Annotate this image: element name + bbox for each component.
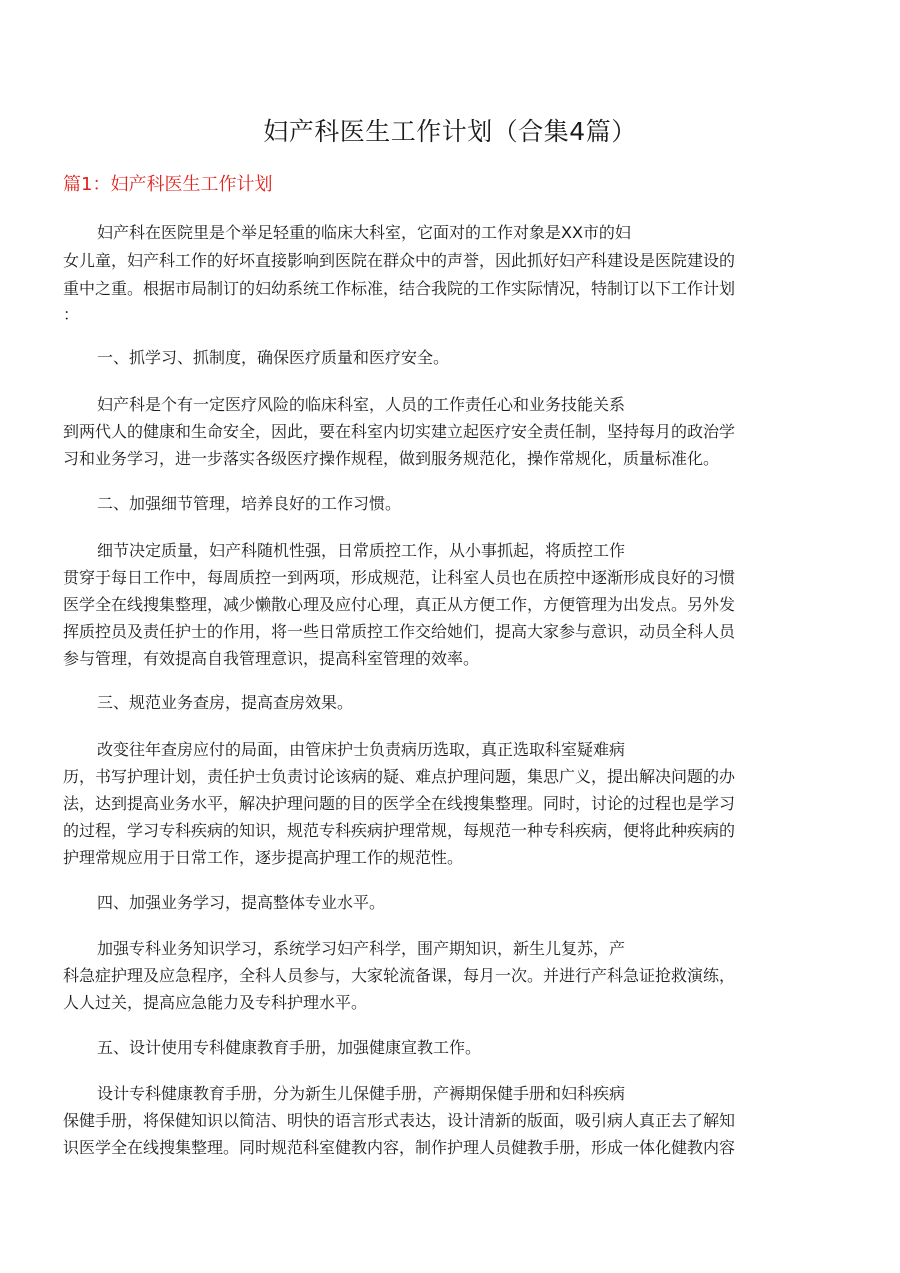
section-heading: 篇1：妇产科医生工作计划 xyxy=(63,174,273,195)
paragraph-line: 的过程，学习专科疾病的知识，规范专科疾病护理常规，每规范一种专科疾病，便将此种疾病的 xyxy=(63,821,736,840)
paragraph-line: 挥质控员及责任护士的作用，将一些日常质控工作交给她们，提高大家参与意识，动员全科人员 xyxy=(63,622,736,641)
paragraph-line: 加强专科业务知识学习，系统学习妇产科学，围产期知识，新生儿复苏，产 xyxy=(97,939,626,958)
paragraph-line: 重中之重。根据市局制订的妇幼系统工作标准，结合我院的工作实际情况，特制订以下工作计划 xyxy=(63,279,736,298)
paragraph-line: 法，达到提高业务水平，解决护理问题的目的医学全在线搜集整理。同时，讨论的过程也是学习 xyxy=(63,794,736,813)
paragraph-line: 细节决定质量，妇产科随机性强，日常质控工作，从小事抓起，将质控工作 xyxy=(97,541,626,560)
paragraph-line: 人人过关，提高应急能力及专科护理水平。 xyxy=(63,993,368,1012)
paragraph-line: 女儿童，妇产科工作的好坏直接影响到医院在群众中的声誉，因此抓好妇产科建设是医院建设的 xyxy=(63,251,736,270)
document-title: 妇产科医生工作计划（合集4篇） xyxy=(263,117,637,146)
subheading-line: 五、设计使用专科健康教育手册，加强健康宣教工作。 xyxy=(97,1038,482,1057)
paragraph-line: ： xyxy=(63,305,80,324)
subheading-line: 一、抓学习、抓制度，确保医疗质量和医疗安全。 xyxy=(97,348,450,367)
paragraph-line: 科急症护理及应急程序，全科人员参与，大家轮流备课，每月一次。并进行产科急证抢救演练， xyxy=(63,966,736,985)
subheading-line: 四、加强业务学习，提高整体专业水平。 xyxy=(97,893,386,912)
paragraph-line: 改变往年查房应付的局面，由管床护士负责病历选取，真正选取科室疑难病 xyxy=(97,740,626,759)
paragraph-line: 到两代人的健康和生命安全，因此，要在科室内切实建立起医疗安全责任制，坚持每月的政治学 xyxy=(63,422,736,441)
subheading-line: 二、加强细节管理，培养良好的工作习惯。 xyxy=(97,494,402,513)
paragraph-line: 保健手册，将保健知识以简洁、明快的语言形式表达，设计清新的版面，吸引病人真正去了解知 xyxy=(63,1111,736,1130)
subheading-line: 三、规范业务查房，提高查房效果。 xyxy=(97,693,354,712)
paragraph-line: 贯穿于每日工作中，每周质控一到两项，形成规范，让科室人员也在质控中逐渐形成良好的习惯 xyxy=(63,568,736,587)
paragraph-line: 设计专科健康教育手册，分为新生儿保健手册，产褥期保健手册和妇科疾病 xyxy=(97,1084,626,1103)
paragraph-line: 妇产科在医院里是个举足轻重的临床大科室，它面对的工作对象是XX市的妇 xyxy=(97,223,631,242)
paragraph-line: 识医学全在线搜集整理。同时规范科室健教内容，制作护理人员健教手册，形成一体化健教内容 xyxy=(63,1138,736,1157)
paragraph-line: 医学全在线搜集整理，减少懒散心理及应付心理，真正从方便工作，方便管理为出发点。另外发 xyxy=(63,595,736,614)
paragraph-line: 历，书写护理计划，责任护士负责讨论该病的疑、难点护理问题，集思广义，提出解决问题的办 xyxy=(63,767,736,786)
paragraph-line: 护理常规应用于日常工作，逐步提高护理工作的规范性。 xyxy=(63,848,464,867)
paragraph-line: 参与管理，有效提高自我管理意识，提高科室管理的效率。 xyxy=(63,649,480,668)
paragraph-line: 习和业务学习，进一步落实各级医疗操作规程，做到服务规范化，操作常规化，质量标准化。 xyxy=(63,449,720,468)
paragraph-line: 妇产科是个有一定医疗风险的临床科室，人员的工作责任心和业务技能关系 xyxy=(97,395,626,414)
